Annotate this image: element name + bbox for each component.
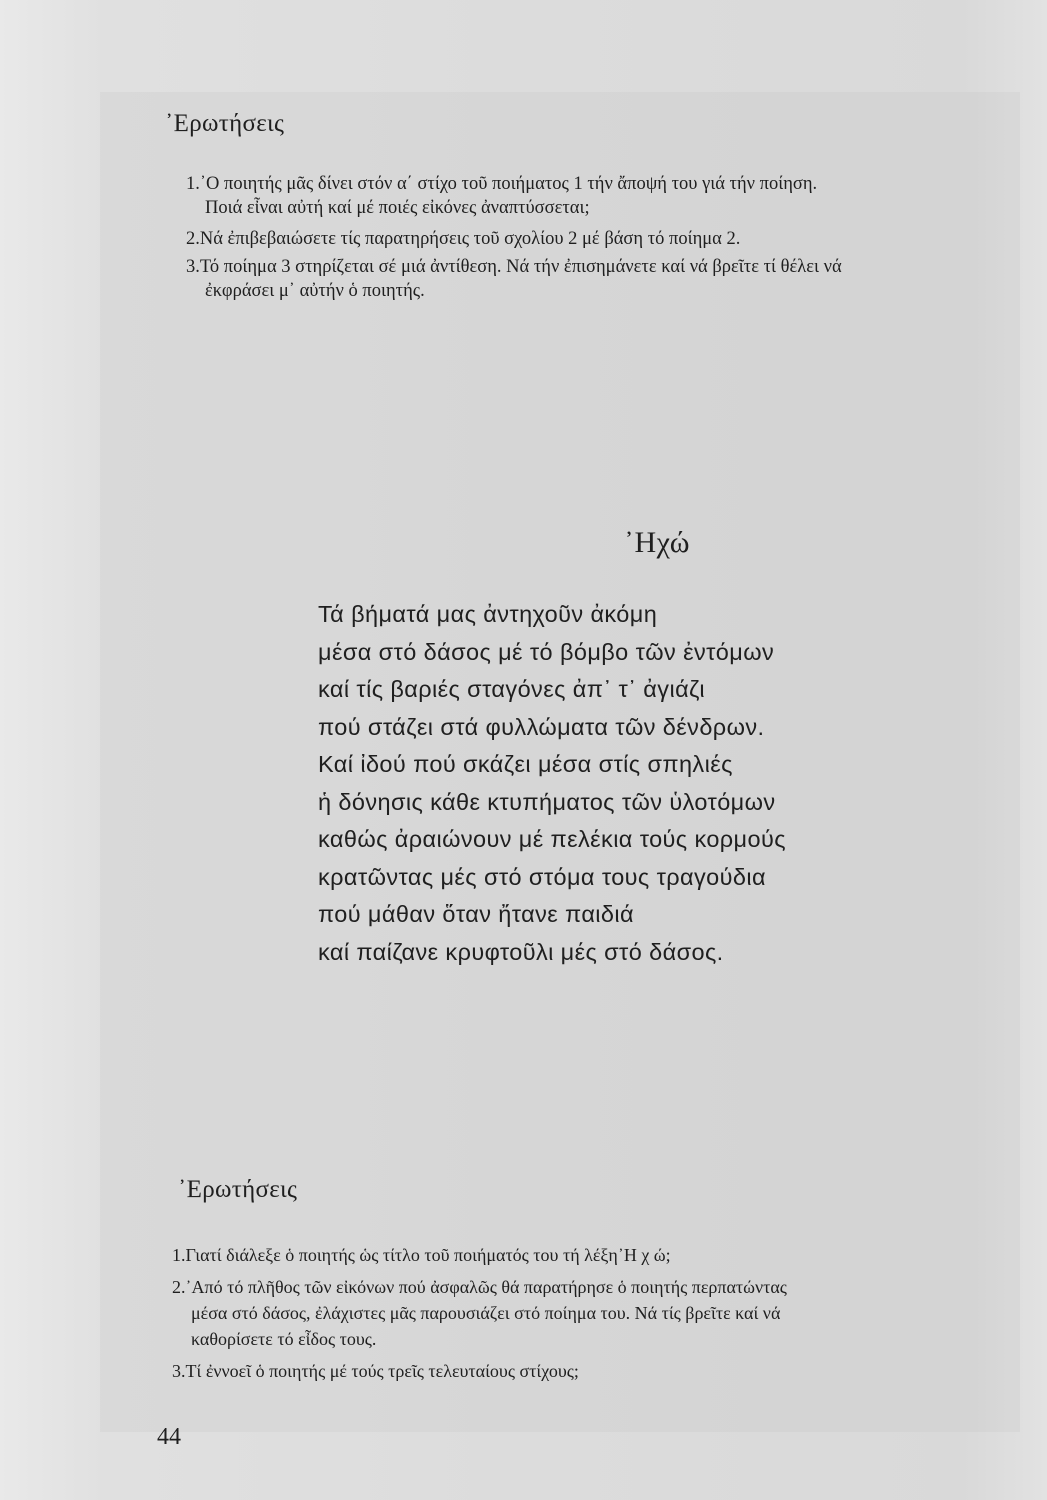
poem-line: ἡ δόνησις κάθε κτυπήματος τῶν ὑλοτόμων <box>318 788 776 815</box>
poem-line: πού στάζει στά φυλλώματα τῶν δένδρων. <box>318 713 765 740</box>
question-item <box>172 1358 787 1384</box>
question-line: 1.Γιατί διάλεξε ὁ ποιητής ὡς τίτλο τοῦ ποιήματός του τή λέξη᾿Η χ ώ; <box>172 1245 671 1265</box>
questions-list-top <box>186 172 842 310</box>
questions-heading-top: ᾿Ερωτήσεις <box>165 110 285 137</box>
question-line: Ποιά εἶναι αὐτή καί μέ ποιές εἰκόνες ἀναπτύσσεται; <box>205 198 590 218</box>
poem-title: ᾿Ηχώ <box>624 526 691 559</box>
questions-heading-bottom: ᾿Ερωτήσεις <box>178 1176 298 1203</box>
question-line: 2.᾿Από τό πλῆθος τῶν εἰκόνων πού ἀσφαλῶς θά παρατήρησε ὁ ποιητής περπατώντας <box>172 1277 787 1297</box>
question-line: 3.Τί ἐννοεῖ ὁ ποιητής μέ τούς τρεῖς τελευταίους στίχους; <box>172 1361 579 1381</box>
question-item <box>186 227 842 251</box>
poem-line: μέσα στό δάσος μέ τό βόμβο τῶν ἐντόμων <box>318 638 775 665</box>
poem-line: πού μάθαν ὅταν ἤτανε παιδιά <box>318 901 635 927</box>
poem-line: καί τίς βαριές σταγόνες ἀπ᾿ τ᾿ ἀγιάζι <box>318 676 706 702</box>
question-line: 1.᾿Ο ποιητής μᾶς δίνει στόν α΄ στίχο τοῦ ποιήματος 1 τήν ἄποψή του γιά τήν ποίηση. <box>186 174 818 194</box>
poem-line: καί παίζανε κρυφτοῦλι μές στό δάσος. <box>318 938 724 965</box>
question-line: ἐκφράσει μ᾿ αὐτήν ὁ ποιητής. <box>205 281 425 301</box>
poem-body <box>318 596 786 971</box>
question-line: 3.Τό ποίημα 3 στηρίζεται σέ μιά ἀντίθεση. Νά τήν ἐπισημάνετε καί νά βρεῖτε τί θέλει νά <box>186 257 842 277</box>
poem-line: καθώς ἀραιώνουν μέ πελέκια τούς κορμούς <box>318 826 786 852</box>
poem-line: Τά βήματά μας ἀντηχοῦν ἀκόμη <box>318 601 658 627</box>
question-line: μέσα στό δάσος, ἐλάχιστες μᾶς παρουσιάζει στό ποίημα του. Νά τίς βρεῖτε καί νά <box>191 1303 781 1323</box>
question-item <box>186 172 842 220</box>
question-line: 2.Νά ἐπιβεβαιώσετε τίς παρατηρήσεις τοῦ σχολίου 2 μέ βάση τό ποίημα 2. <box>186 229 741 249</box>
question-line: καθορίσετε τό εἶδος τους. <box>191 1329 377 1349</box>
questions-list-bottom <box>172 1242 787 1390</box>
question-item <box>186 255 842 303</box>
question-item <box>172 1242 787 1268</box>
question-item <box>172 1274 787 1352</box>
poem-line: Καί ἰδού πού σκάζει μέσα στίς σπηλιές <box>318 751 733 777</box>
poem-line: κρατῶντας μές στό στόμα τους τραγούδια <box>318 863 766 890</box>
page-number: 44 <box>157 1424 181 1450</box>
